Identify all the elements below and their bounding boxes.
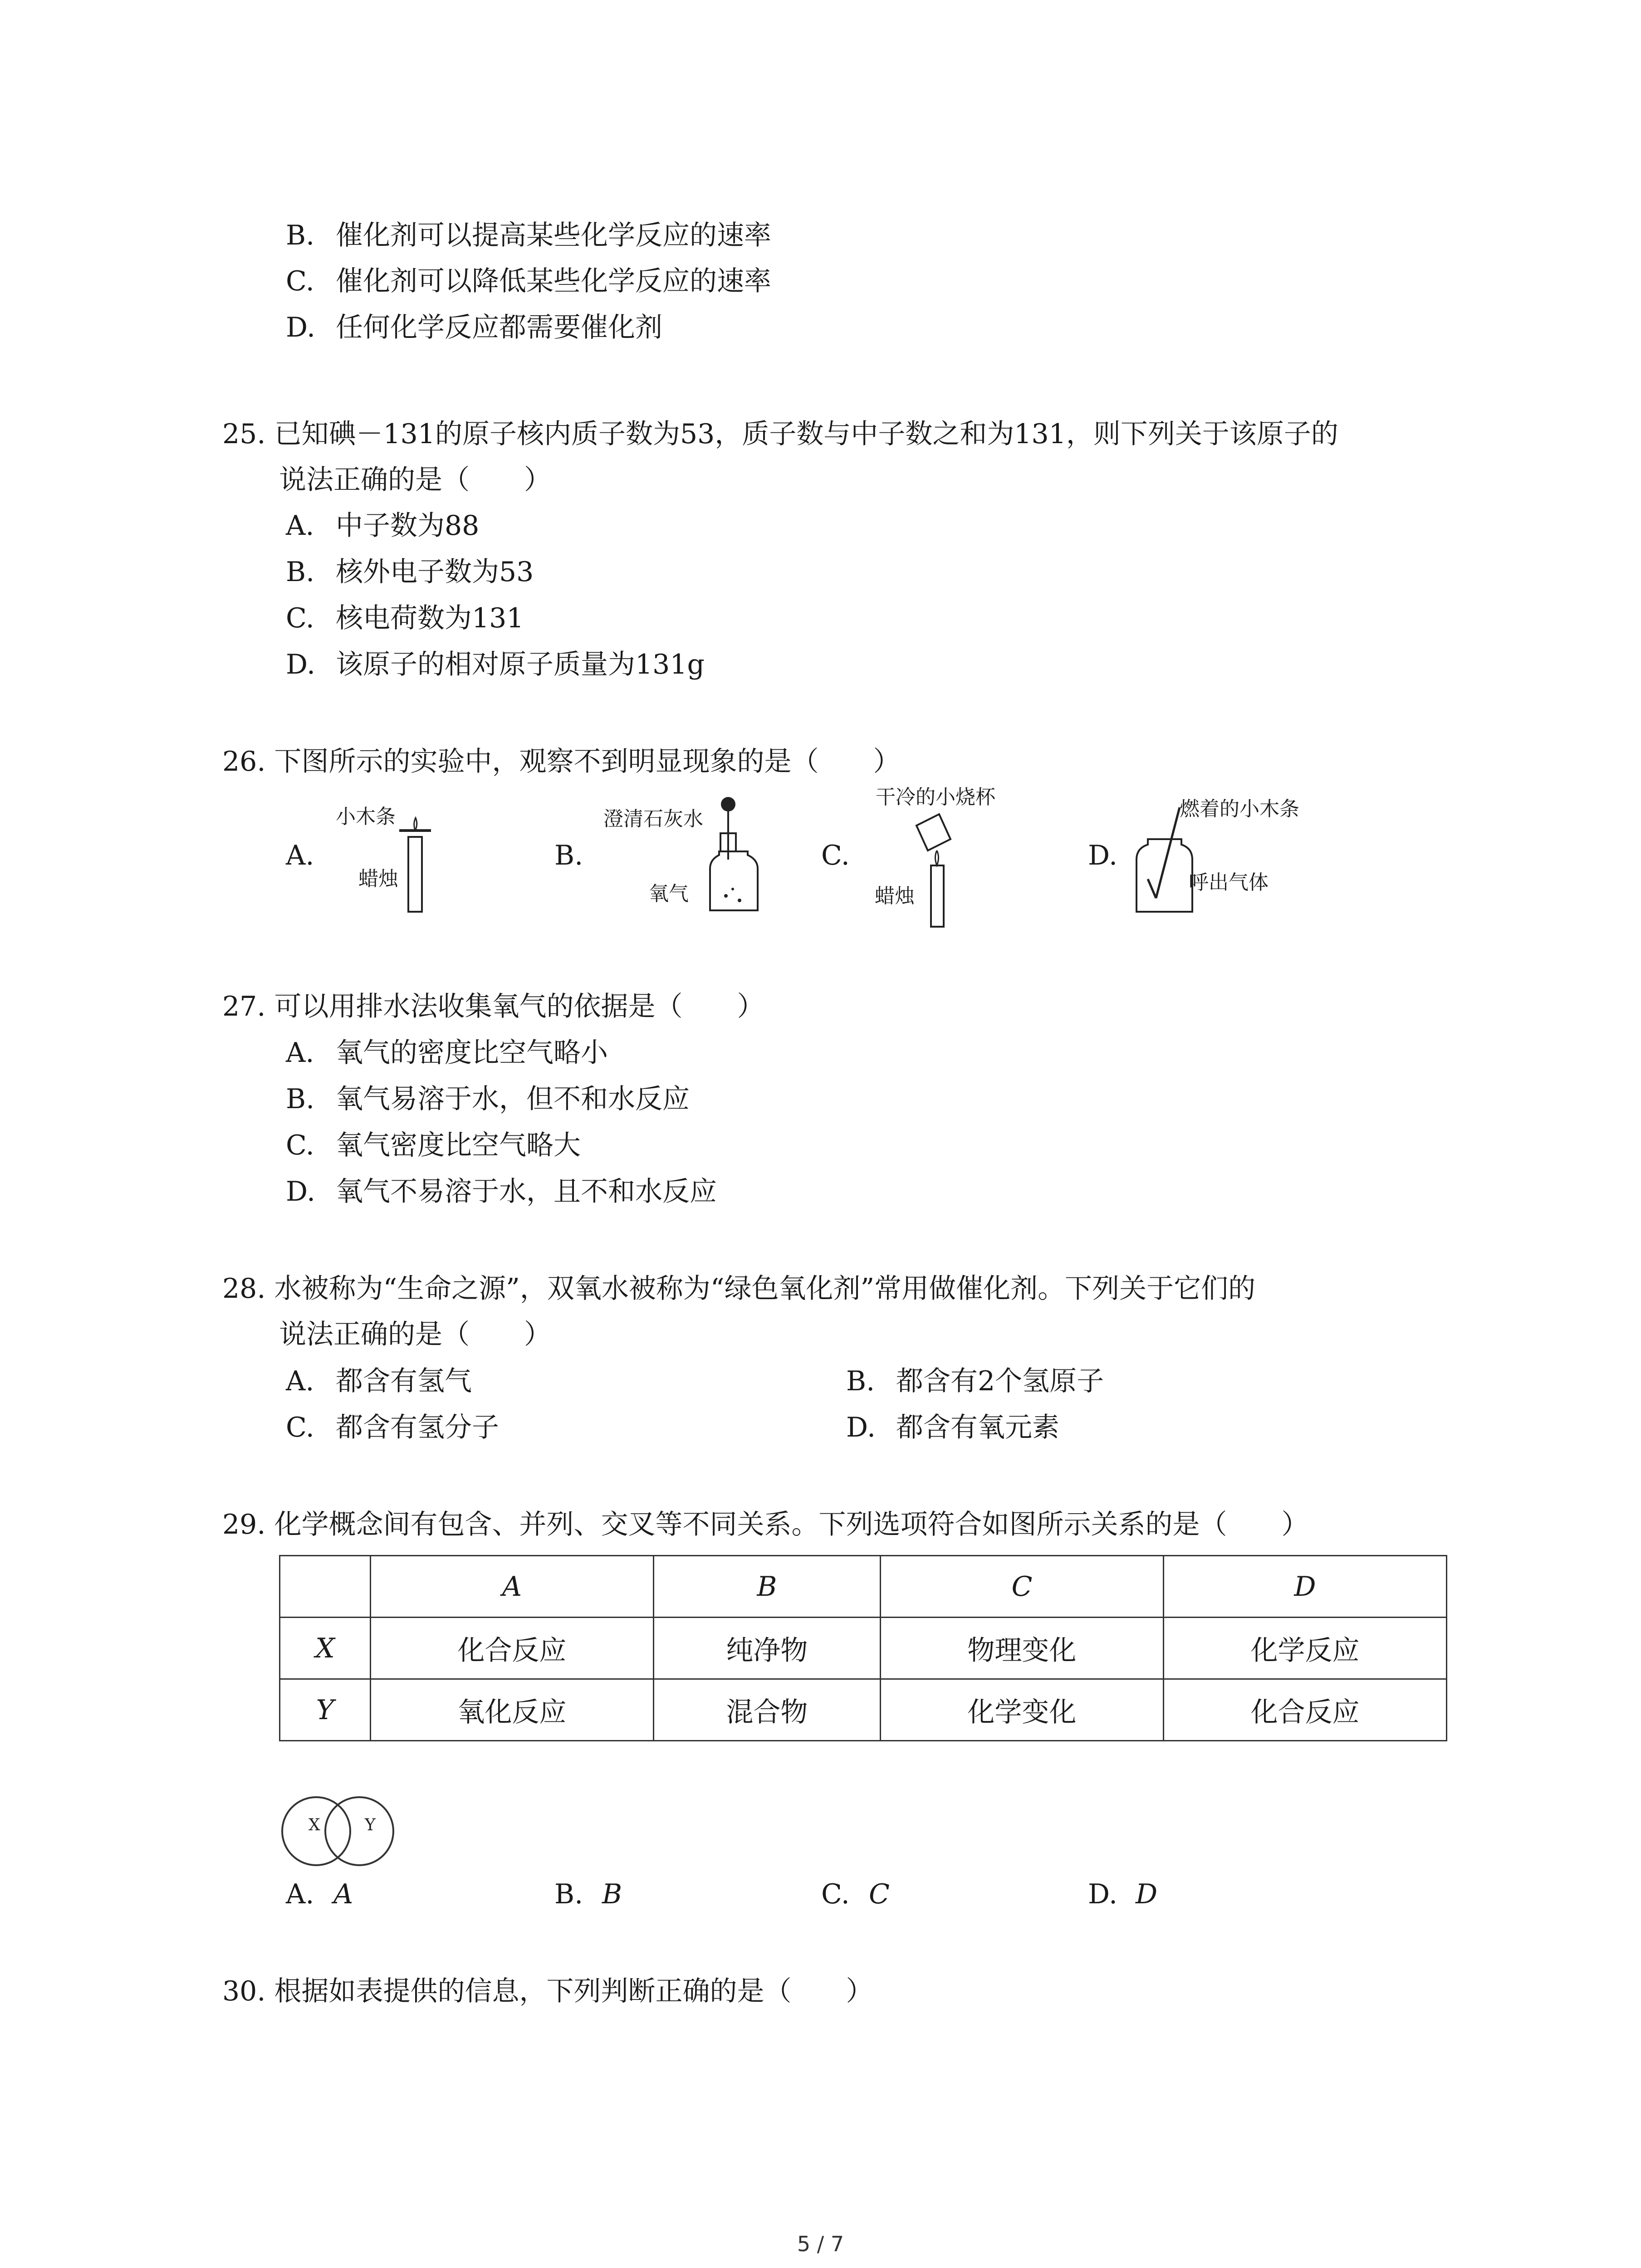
option-letter: D.: [286, 1176, 316, 1207]
option-letter: C.: [286, 602, 314, 634]
option-letter: A.: [286, 1878, 314, 1910]
option-text: 核外电子数为53: [336, 556, 534, 588]
option-text: 氧气易溶于水，但不和水反应: [336, 1083, 690, 1115]
table-header-row: [280, 1556, 1447, 1618]
table-cell: 氧化反应: [370, 1679, 653, 1741]
figure-label: 澄清石灰水: [603, 807, 703, 831]
venn-label-y: Y: [365, 1816, 376, 1834]
option-letter: C.: [286, 1129, 314, 1161]
option-text: B: [602, 1878, 622, 1910]
figure-label: 氧气: [649, 882, 689, 905]
option-text: A: [333, 1878, 353, 1910]
venn-label-x: X: [309, 1816, 320, 1834]
option-text: 中子数为88: [336, 510, 480, 542]
option-letter: D.: [1088, 840, 1118, 871]
figure-label: 呼出气体: [1189, 871, 1269, 894]
question-27-stem: 27. 可以用排水法收集氧气的依据是（ ）: [222, 991, 764, 1022]
table-row-header: Y: [280, 1679, 371, 1741]
table-row: [280, 1618, 1447, 1679]
bottle-with-burning-stick-figure: [1134, 803, 1198, 916]
figure-label: 小木条: [336, 805, 396, 828]
option-letter: D.: [1088, 1878, 1118, 1910]
option-letter: C.: [286, 1412, 314, 1443]
venn-circle-y: [325, 1797, 393, 1865]
option-letter: C.: [286, 265, 314, 297]
option-letter: B.: [286, 220, 315, 251]
option-text: 氧气的密度比空气略小: [336, 1037, 608, 1069]
option-letter: B.: [554, 840, 583, 871]
question-28-stem: 28. 水被称为“生命之源”，双氧水被称为“绿色氧化剂”常用做催化剂。下列关于它们的: [222, 1273, 1256, 1305]
question-30-stem: 30. 根据如表提供的信息，下列判断正确的是（ ）: [222, 1975, 873, 2007]
option-text: C: [869, 1878, 890, 1910]
table-header-cell: B: [653, 1556, 880, 1618]
option-text: 核电荷数为131: [336, 602, 524, 634]
question-25-stem-cont: 说法正确的是（ ）: [279, 464, 551, 496]
option-letter: A.: [286, 1037, 314, 1069]
table-header-cell: A: [370, 1556, 653, 1618]
option-letter: C.: [821, 840, 850, 871]
question-29-stem: 29. 化学概念间有包含、并列、交叉等不同关系。下列选项符合如图所示关系的是（ ）: [222, 1509, 1309, 1540]
question-25-stem: 25. 已知碘－131的原子核内质子数为53，质子数与中子数之和为131，则下列关于该原子的: [222, 418, 1338, 450]
table-header-cell: D: [1163, 1556, 1446, 1618]
table-cell: 化合反应: [1163, 1679, 1446, 1741]
option-text: 都含有2个氢原子: [896, 1365, 1104, 1397]
option-text: 氧气密度比空气略大: [336, 1129, 581, 1161]
option-letter: B.: [286, 1083, 315, 1115]
beaker-over-candle-figure: [912, 812, 966, 930]
venn-diagram: [278, 1794, 405, 1871]
table-cell: 化学变化: [880, 1679, 1163, 1741]
table-cell: 化合反应: [370, 1618, 653, 1679]
option-text: 任何化学反应都需要催化剂: [336, 312, 662, 343]
option-letter: D.: [846, 1412, 876, 1443]
table-header-cell: C: [880, 1556, 1163, 1618]
option-text: 催化剂可以提高某些化学反应的速率: [336, 220, 771, 251]
option-letter: D.: [286, 312, 316, 343]
table-cell: 化学反应: [1163, 1618, 1446, 1679]
question-28-stem-cont: 说法正确的是（ ）: [279, 1319, 551, 1350]
figure-label: 蜡烛: [875, 885, 915, 908]
figure-label: 燃着的小木条: [1180, 797, 1299, 821]
option-text: 催化剂可以降低某些化学反应的速率: [336, 265, 771, 297]
option-text: D: [1136, 1878, 1158, 1910]
figure-label: 干冷的小烧杯: [876, 786, 995, 809]
table-cell: [280, 1556, 371, 1618]
option-letter: B.: [846, 1365, 875, 1397]
option-text: 氧气不易溶于水，且不和水反应: [336, 1176, 717, 1207]
option-text: 都含有氧元素: [896, 1412, 1059, 1443]
question-26-stem: 26. 下图所示的实验中，观察不到明显现象的是（ ）: [222, 746, 901, 777]
figure-label: 蜡烛: [358, 867, 398, 890]
option-letter: A.: [286, 1365, 314, 1397]
option-letter: C.: [821, 1878, 850, 1910]
table-cell: 纯净物: [653, 1618, 880, 1679]
option-letter: B.: [554, 1878, 583, 1910]
table-row-header: X: [280, 1618, 371, 1679]
table-cell: 混合物: [653, 1679, 880, 1741]
table-cell: 物理变化: [880, 1618, 1163, 1679]
option-text: 该原子的相对原子质量为131g: [336, 649, 705, 680]
option-letter: B.: [286, 556, 315, 588]
relation-table: [279, 1555, 1447, 1741]
option-letter: A.: [286, 510, 314, 542]
candle-with-stick-figure: [399, 814, 436, 914]
option-text: 都含有氢气: [336, 1365, 472, 1397]
page-number: 5 / 7: [797, 2232, 844, 2256]
option-letter: D.: [286, 649, 316, 680]
gas-bottle-dropper-figure: [708, 792, 762, 914]
option-text: 都含有氢分子: [336, 1412, 499, 1443]
option-letter: A.: [286, 840, 314, 871]
table-row: [280, 1679, 1447, 1741]
